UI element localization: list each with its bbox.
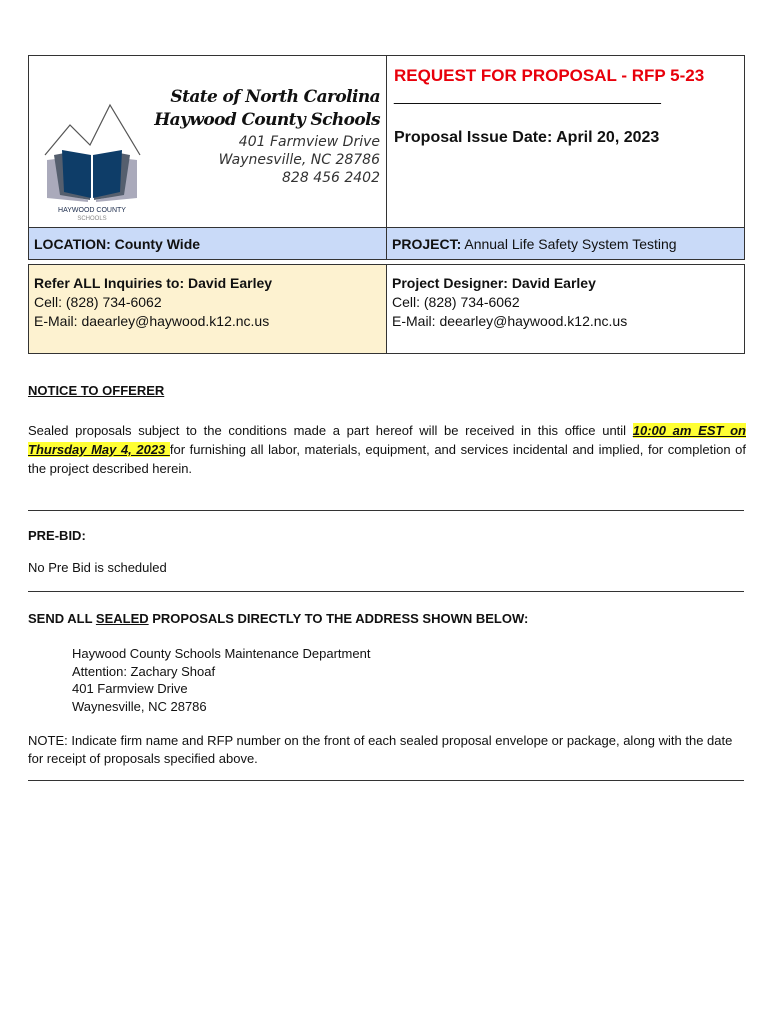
contact-cell: Cell: (828) 734-6062: [392, 294, 520, 310]
notice-text-part: Sealed proposals subject to the conditions made a part hereof will be received in this office until: [28, 423, 633, 438]
address-line: Waynesville, NC 28786: [218, 152, 380, 168]
svg-text:HAYWOOD COUNTY: HAYWOOD COUNTY: [58, 207, 126, 214]
phone: 828 456 2402: [282, 170, 380, 186]
contact-email: E-Mail: deearley@haywood.k12.nc.us: [392, 313, 628, 329]
address-line: Waynesville, NC 28786: [72, 698, 207, 714]
district-address: [219, 133, 380, 187]
prebid-text: No Pre Bid is scheduled: [28, 560, 167, 575]
school-logo: [42, 100, 142, 220]
issue-date: Proposal Issue Date: April 20, 2023: [394, 129, 660, 146]
deadline-highlight: 10:00 am EST on Thursday May 4, 2023: [28, 423, 746, 457]
inquiries-contact: [34, 274, 272, 331]
location: LOCATION: County Wide: [34, 236, 201, 252]
district-heading: [154, 86, 380, 132]
project: [392, 236, 677, 252]
svg-text:SCHOOLS: SCHOOLS: [77, 216, 107, 220]
designer-contact: [392, 274, 627, 331]
address-line: Haywood County Schools Maintenance Department: [72, 646, 371, 661]
notice-text-part: for furnishing all labor, materials, equipment, and services incidental and implied, for completion of the project described herein.: [28, 442, 746, 476]
divider: [386, 227, 387, 260]
contact-email: E-Mail: daearley@haywood.k12.nc.us: [34, 313, 270, 329]
prebid-heading: PRE-BID:: [28, 528, 86, 543]
mailing-address: [72, 645, 370, 715]
contact-title: Refer ALL Inquiries to: David Earley: [34, 275, 273, 291]
contact-title: Project Designer: David Earley: [392, 275, 596, 291]
rfp-title: REQUEST FOR PROPOSAL - RFP 5-23: [394, 66, 705, 85]
divider-rule: [28, 591, 744, 592]
state-name: State of North Carolina: [170, 87, 380, 107]
project-label: PROJECT:: [392, 236, 462, 252]
address-line: 401 Farmview Drive: [238, 134, 380, 150]
address-line: Attention: Zachary Shoaf: [72, 663, 216, 679]
send-heading: [28, 611, 528, 626]
district-name: Haywood County Schools: [154, 110, 380, 130]
notice-text: [28, 421, 746, 478]
send-heading-part: PROPOSALS DIRECTLY TO THE ADDRESS SHOWN BELOW:: [148, 611, 529, 626]
divider: [386, 55, 387, 228]
divider-rule: [28, 510, 744, 511]
project-value: Annual Life Safety System Testing: [461, 236, 677, 252]
notice-heading: NOTICE TO OFFERER: [28, 383, 165, 398]
send-heading-underlined: SEALED: [95, 611, 149, 626]
address-line: 401 Farmview Drive: [72, 681, 188, 696]
rfp-blank-line: ______________________________: [394, 88, 661, 105]
note-text: NOTE: Indicate firm name and RFP number on the front of each sealed proposal envelope or package, along with the date for receipt of proposals specified above.: [28, 733, 733, 766]
send-heading-part: SEND ALL: [28, 611, 96, 626]
divider-rule: [28, 780, 744, 781]
contact-cell: Cell: (828) 734-6062: [34, 294, 162, 310]
